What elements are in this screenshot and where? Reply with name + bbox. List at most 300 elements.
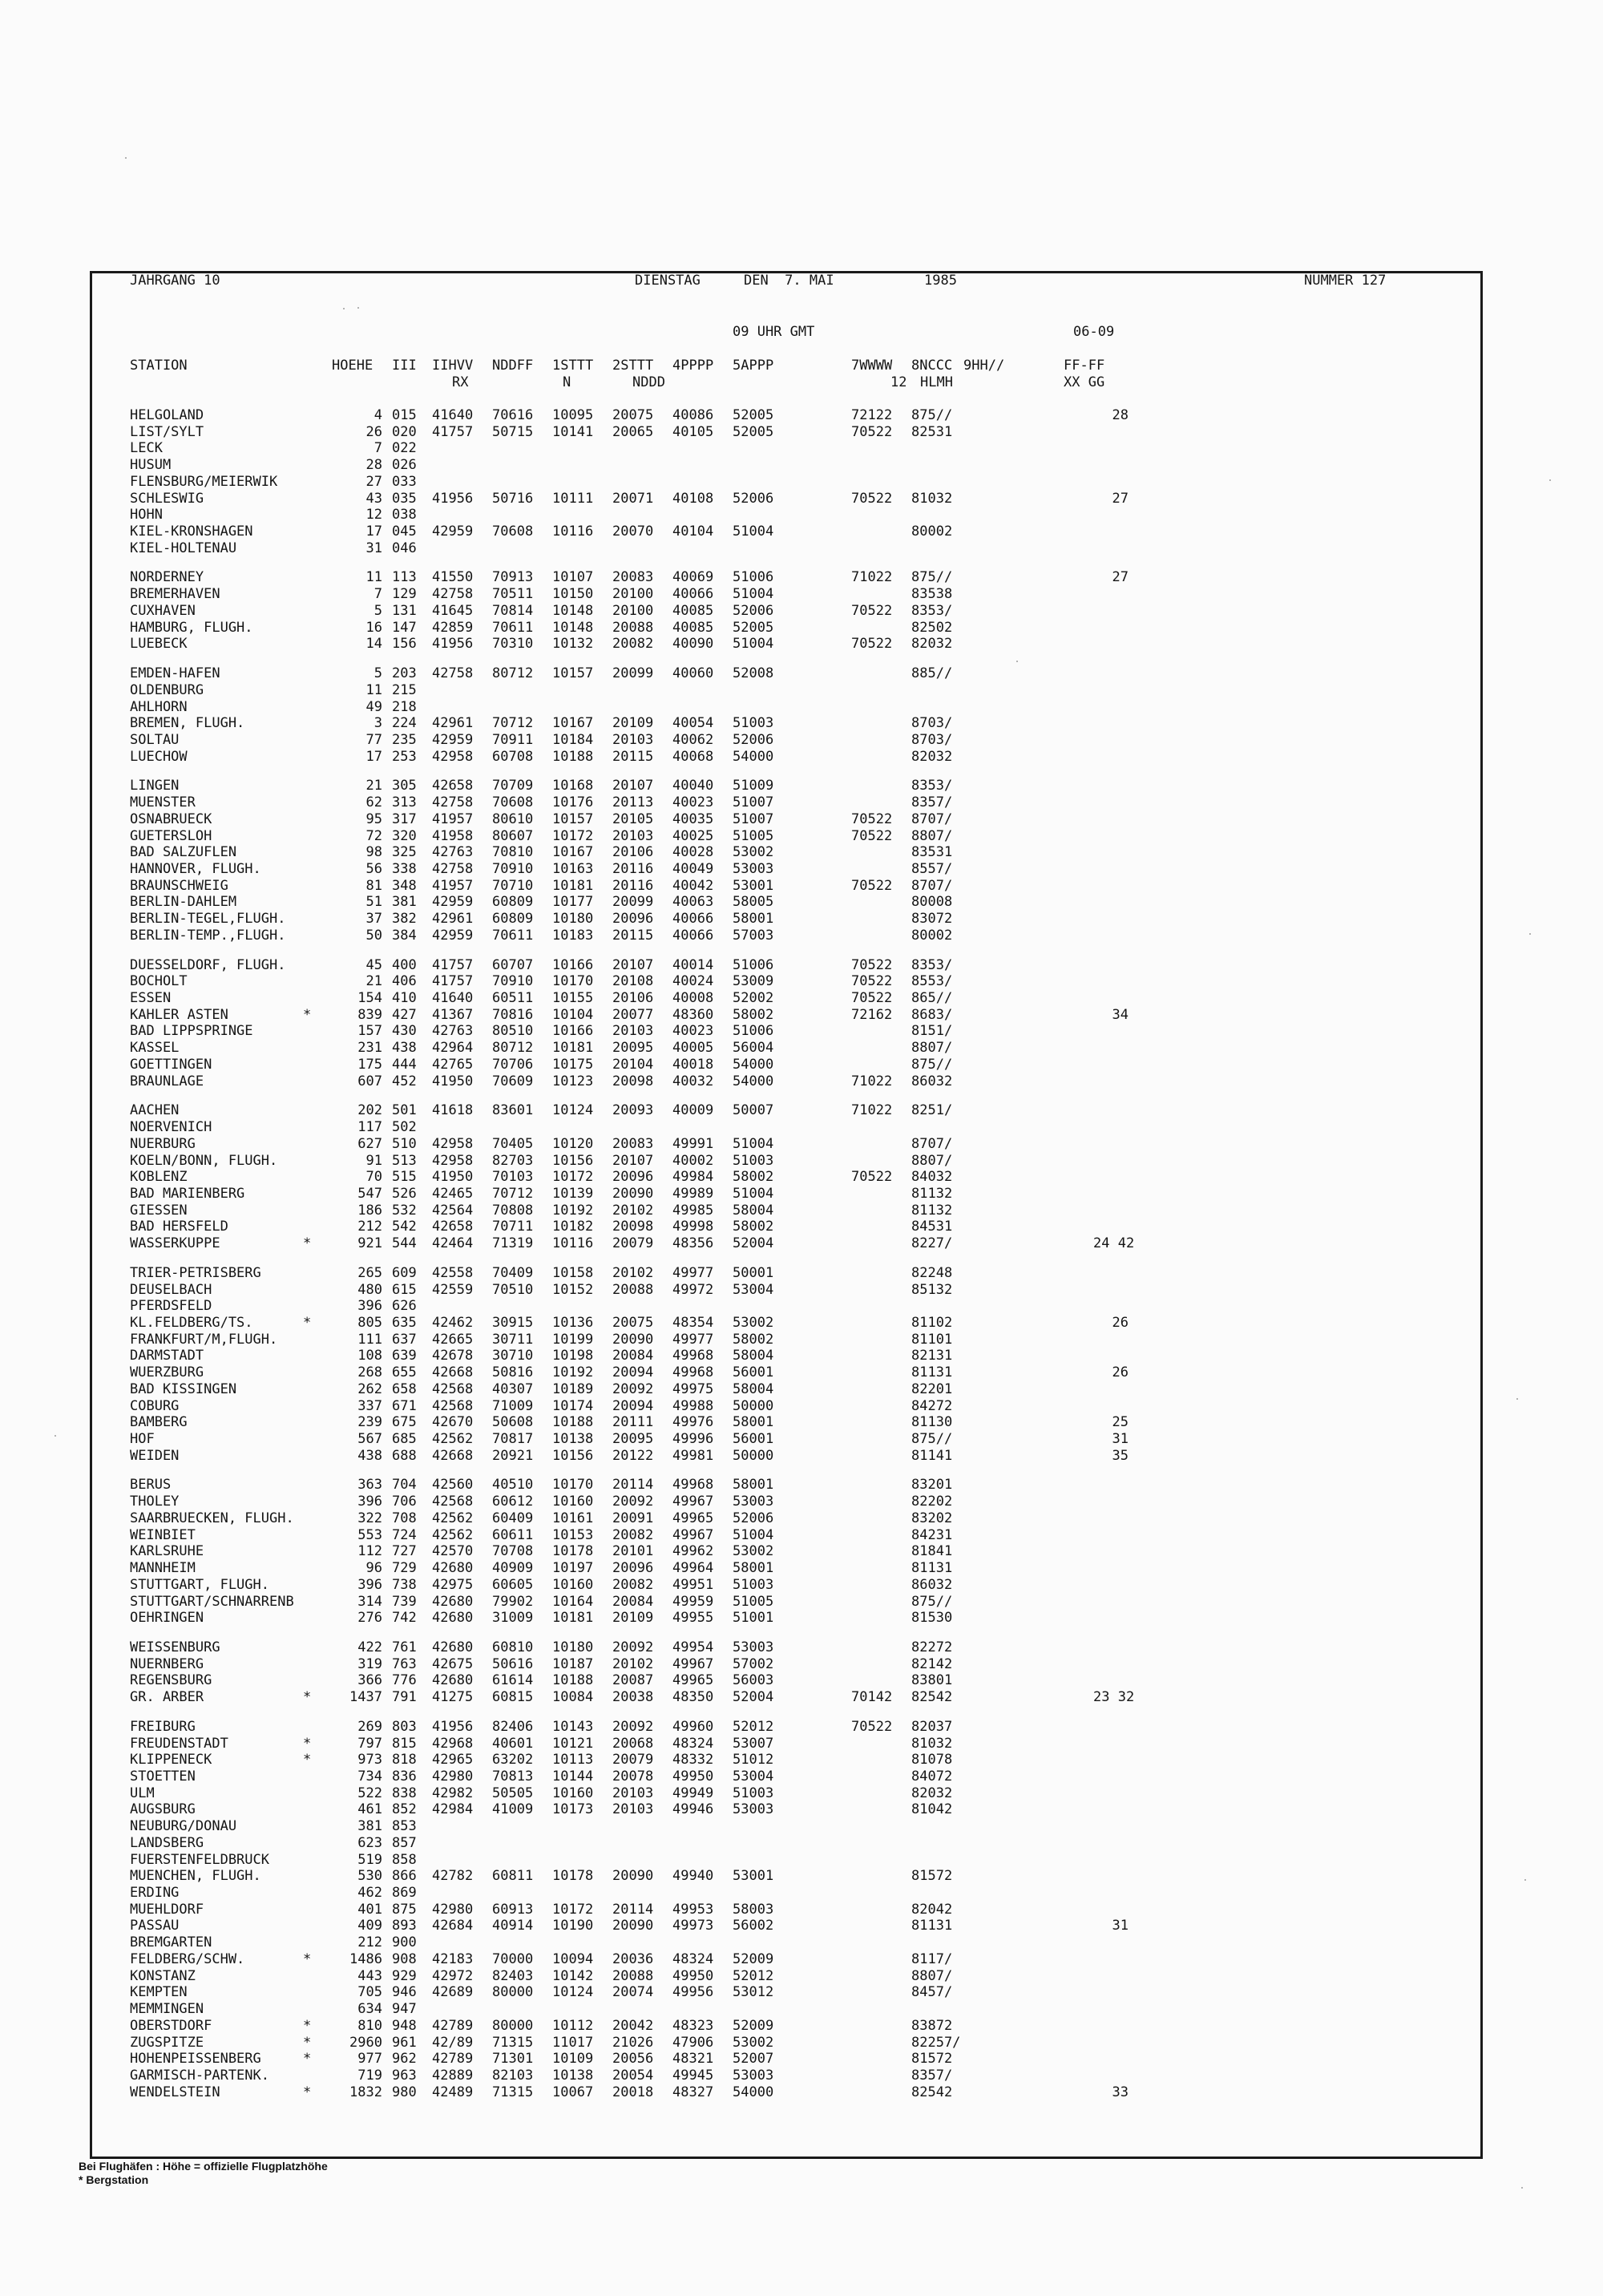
- group-8nccc: 81042: [911, 1801, 953, 1817]
- station-name: BERLIN-DAHLEM: [130, 894, 237, 910]
- group-4pppp: 40066: [672, 586, 714, 602]
- group-2sttt: 20094: [612, 1398, 654, 1414]
- group-ihvv: 42964: [432, 1040, 474, 1056]
- group-5appp: 53003: [733, 1801, 774, 1817]
- col-1sttt: 1STTT: [552, 358, 594, 374]
- group-ihvv: 41957: [432, 811, 474, 827]
- table-row: [0, 1040, 1603, 1056]
- col-1sttt-sub: N: [563, 374, 571, 390]
- group-5appp: 54000: [733, 2084, 774, 2100]
- group-ihvv: 41618: [432, 1102, 474, 1118]
- group-5appp: 56001: [733, 1431, 774, 1447]
- station-height: 607: [357, 1073, 382, 1089]
- group-8nccc: 875//: [911, 407, 953, 423]
- station-id: 637: [392, 1332, 417, 1348]
- station-id: 729: [392, 1560, 417, 1576]
- group-8nccc: 8357/: [911, 794, 953, 810]
- group-5appp: 58002: [733, 1332, 774, 1348]
- group-ihvv: 42680: [432, 1594, 474, 1610]
- group-1sttt: 10163: [552, 861, 594, 877]
- group-5appp: 51005: [733, 1594, 774, 1610]
- group-8nccc: 86032: [911, 1577, 953, 1593]
- station-height: 522: [357, 1785, 382, 1801]
- group-2sttt: 20094: [612, 1364, 654, 1380]
- group-8nccc: 82037: [911, 1719, 953, 1735]
- table-row: [0, 1689, 1603, 1705]
- station-id: 156: [392, 636, 417, 652]
- station-name: HANNOVER, FLUGH.: [130, 861, 261, 877]
- station-height: 443: [357, 1968, 382, 1984]
- group-2sttt: 20054: [612, 2068, 654, 2084]
- group-7wwww: 70522: [851, 957, 893, 973]
- station-id: 022: [392, 440, 417, 456]
- group-1sttt: 10170: [552, 973, 594, 989]
- station-id: 626: [392, 1298, 417, 1314]
- group-nddff: 60605: [492, 1577, 534, 1593]
- group-nddff: 70608: [492, 794, 534, 810]
- table-row: [0, 1364, 1603, 1380]
- group-nddff: 82406: [492, 1719, 534, 1735]
- group-nddff: 70712: [492, 715, 534, 731]
- group-5appp: 52012: [733, 1968, 774, 1984]
- station-height: 77: [365, 732, 382, 748]
- group-nddff: 80000: [492, 2018, 534, 2034]
- group-4pppp: 40063: [672, 894, 714, 910]
- station-name: AUGSBURG: [130, 1801, 196, 1817]
- station-name: OEHRINGEN: [130, 1610, 204, 1626]
- table-row: [0, 778, 1603, 794]
- group-8nccc: 8807/: [911, 1153, 953, 1169]
- group-4pppp: 40032: [672, 1073, 714, 1089]
- station-height: 16: [365, 620, 382, 636]
- group-5appp: 53002: [733, 2035, 774, 2051]
- group-1sttt: 10120: [552, 1136, 594, 1152]
- observation-time: 09 UHR GMT: [733, 324, 815, 340]
- col-ihvv-sub: RX: [452, 374, 469, 390]
- group-ihvv: 42984: [432, 1801, 474, 1817]
- group-ihvv: 42562: [432, 1510, 474, 1526]
- group-nddff: 60612: [492, 1494, 534, 1510]
- group-nddff: 80000: [492, 1984, 534, 2000]
- table-row: [0, 1414, 1603, 1430]
- station-height: 239: [357, 1414, 382, 1430]
- station-id: 742: [392, 1610, 417, 1626]
- group-nddff: 80712: [492, 665, 534, 681]
- group-1sttt: 10121: [552, 1736, 594, 1752]
- group-1sttt: 10143: [552, 1719, 594, 1735]
- group-4pppp: 49962: [672, 1543, 714, 1559]
- group-ihvv: 42678: [432, 1348, 474, 1364]
- station-id: 253: [392, 749, 417, 765]
- station-name: HOHN: [130, 507, 163, 523]
- mountain-station-marker: *: [303, 1007, 312, 1023]
- group-5appp: 53004: [733, 1282, 774, 1298]
- station-height: 322: [357, 1510, 382, 1526]
- group-ihvv: 42959: [432, 928, 474, 944]
- group-2sttt: 20079: [612, 1752, 654, 1768]
- group-7wwww: 70522: [851, 603, 893, 619]
- station-height: 17: [365, 523, 382, 540]
- group-4pppp: 49967: [672, 1656, 714, 1672]
- table-row: [0, 1315, 1603, 1331]
- group-1sttt: 10166: [552, 957, 594, 973]
- group-4pppp: 49998: [672, 1219, 714, 1235]
- station-height: 1832: [349, 2084, 382, 2100]
- table-row: [0, 1594, 1603, 1610]
- group-7wwww: 70522: [851, 491, 893, 507]
- station-id: 033: [392, 474, 417, 490]
- station-height: 154: [357, 990, 382, 1006]
- station-name: BRAUNSCHWEIG: [130, 878, 228, 894]
- station-height: 28: [365, 457, 382, 473]
- station-id: 857: [392, 1835, 417, 1851]
- group-8nccc: 84072: [911, 1768, 953, 1785]
- group-2sttt: 20071: [612, 491, 654, 507]
- group-5appp: 56002: [733, 1918, 774, 1934]
- scan-speck: [1516, 1398, 1518, 1400]
- table-row: [0, 457, 1603, 473]
- col-ihvv: IIHVV: [432, 358, 474, 374]
- group-5appp: 53003: [733, 1639, 774, 1655]
- group-1sttt: 10172: [552, 1902, 594, 1918]
- group-4pppp: 49949: [672, 1785, 714, 1801]
- group-4pppp: 49959: [672, 1594, 714, 1610]
- station-height: 547: [357, 1186, 382, 1202]
- group-1sttt: 10197: [552, 1560, 594, 1576]
- group-nddff: 70609: [492, 1073, 534, 1089]
- station-name: LUEBECK: [130, 636, 188, 652]
- table-row: [0, 491, 1603, 507]
- group-5appp: 53004: [733, 1768, 774, 1785]
- group-1sttt: 10144: [552, 1768, 594, 1785]
- group-8nccc: 8457/: [911, 1984, 953, 2000]
- group-1sttt: 10132: [552, 636, 594, 652]
- table-row: [0, 1203, 1603, 1219]
- group-2sttt: 20075: [612, 407, 654, 423]
- station-id: 655: [392, 1364, 417, 1380]
- station-id: 853: [392, 1818, 417, 1834]
- group-8nccc: 82272: [911, 1639, 953, 1655]
- group-ihvv: 42564: [432, 1203, 474, 1219]
- table-row: [0, 474, 1603, 490]
- group-1sttt: 10178: [552, 1868, 594, 1884]
- table-row: [0, 1136, 1603, 1152]
- station-id: 635: [392, 1315, 417, 1331]
- group-2sttt: 20102: [612, 1265, 654, 1281]
- table-row: [0, 2068, 1603, 2084]
- group-nddff: 70910: [492, 861, 534, 877]
- station-id: 739: [392, 1594, 417, 1610]
- group-nddff: 71301: [492, 2051, 534, 2067]
- group-ihvv: 41757: [432, 424, 474, 440]
- station-name: MUENCHEN, FLUGH.: [130, 1868, 261, 1884]
- station-id: 313: [392, 794, 417, 810]
- group-nddff: 70510: [492, 1282, 534, 1298]
- group-1sttt: 10180: [552, 911, 594, 927]
- group-1sttt: 10113: [552, 1752, 594, 1768]
- group-7wwww: 70142: [851, 1689, 893, 1705]
- group-1sttt: 10116: [552, 523, 594, 540]
- station-id: 452: [392, 1073, 417, 1089]
- group-ihvv: 42961: [432, 911, 474, 927]
- group-ihvv: 42668: [432, 1448, 474, 1464]
- table-row: [0, 1057, 1603, 1073]
- station-id: 869: [392, 1885, 417, 1901]
- table-row: [0, 844, 1603, 860]
- station-height: 314: [357, 1594, 382, 1610]
- station-name: BREMGARTEN: [130, 1934, 212, 1950]
- station-name: BAD LIPPSPRINGE: [130, 1023, 253, 1039]
- group-8nccc: 83538: [911, 586, 953, 602]
- group-ihvv: 42658: [432, 1219, 474, 1235]
- group-2sttt: 20083: [612, 1136, 654, 1152]
- group-5appp: 57002: [733, 1656, 774, 1672]
- group-nddff: 70709: [492, 778, 534, 794]
- group-8nccc: 865//: [911, 990, 953, 1006]
- group-2sttt: 20116: [612, 861, 654, 877]
- group-nddff: 60809: [492, 911, 534, 927]
- group-ihvv: 42758: [432, 665, 474, 681]
- group-nddff: 70813: [492, 1768, 534, 1785]
- group-2sttt: 20065: [612, 424, 654, 440]
- group-nddff: 70405: [492, 1136, 534, 1152]
- table-row: [0, 620, 1603, 636]
- group-2sttt: 20114: [612, 1902, 654, 1918]
- station-name: KAHLER ASTEN: [130, 1007, 228, 1023]
- table-row: [0, 636, 1603, 652]
- group-nddff: 70511: [492, 586, 534, 602]
- station-height: 381: [357, 1818, 382, 1834]
- group-5appp: 58004: [733, 1203, 774, 1219]
- station-height: 49: [365, 699, 382, 715]
- station-id: 444: [392, 1057, 417, 1073]
- station-id: 815: [392, 1736, 417, 1752]
- group-ff: 31: [1112, 1431, 1129, 1447]
- group-1sttt: 10164: [552, 1594, 594, 1610]
- station-height: 977: [357, 2051, 382, 2067]
- group-2sttt: 20109: [612, 1610, 654, 1626]
- group-nddff: 50608: [492, 1414, 534, 1430]
- group-7wwww: 70522: [851, 990, 893, 1006]
- group-nddff: 20921: [492, 1448, 534, 1464]
- group-4pppp: 49955: [672, 1610, 714, 1626]
- station-name: FRANKFURT/M,FLUGH.: [130, 1332, 278, 1348]
- group-5appp: 52002: [733, 990, 774, 1006]
- station-id: 685: [392, 1431, 417, 1447]
- table-row: [0, 1448, 1603, 1464]
- group-4pppp: 48356: [672, 1235, 714, 1251]
- station-height: 45: [365, 957, 382, 973]
- group-8nccc: 82531: [911, 424, 953, 440]
- group-nddff: 60409: [492, 1510, 534, 1526]
- station-id: 776: [392, 1672, 417, 1688]
- table-row: [0, 1639, 1603, 1655]
- station-name: KL.FELDBERG/TS.: [130, 1315, 253, 1331]
- group-2sttt: 20084: [612, 1348, 654, 1364]
- group-7wwww: 70522: [851, 828, 893, 844]
- scan-speck: [1016, 661, 1018, 662]
- station-height: 21: [365, 778, 382, 794]
- group-2sttt: 20092: [612, 1639, 654, 1655]
- group-ihvv: 41956: [432, 491, 474, 507]
- mountain-station-marker: *: [303, 1689, 312, 1705]
- mountain-station-marker: *: [303, 1951, 312, 1967]
- group-ihvv: 41757: [432, 973, 474, 989]
- group-2sttt: 20082: [612, 1577, 654, 1593]
- group-nddff: 82403: [492, 1968, 534, 1984]
- table-row: [0, 1494, 1603, 1510]
- group-ihvv: 42959: [432, 732, 474, 748]
- table-row: [0, 1431, 1603, 1447]
- station-name: FREUDENSTADT: [130, 1736, 228, 1752]
- group-5appp: 51006: [733, 957, 774, 973]
- station-id: 046: [392, 540, 417, 556]
- group-8nccc: 82542: [911, 1689, 953, 1705]
- group-8nccc: 82502: [911, 620, 953, 636]
- col-8nccc: 8NCCC: [911, 358, 953, 374]
- group-ff: 27: [1112, 569, 1129, 585]
- group-5appp: 51005: [733, 828, 774, 844]
- station-name: MUEHLDORF: [130, 1902, 204, 1918]
- station-id: 532: [392, 1203, 417, 1219]
- group-8nccc: 83872: [911, 2018, 953, 2034]
- mountain-station-marker: *: [303, 2051, 312, 2067]
- group-nddff: 79902: [492, 1594, 534, 1610]
- station-height: 4: [373, 407, 382, 423]
- station-height: 31: [365, 540, 382, 556]
- group-8nccc: 82142: [911, 1656, 953, 1672]
- group-ihvv: 42680: [432, 1639, 474, 1655]
- station-name: KASSEL: [130, 1040, 180, 1056]
- station-name: BERLIN-TEMP.,FLUGH.: [130, 928, 286, 944]
- station-name: HUSUM: [130, 457, 172, 473]
- group-nddff: 70706: [492, 1057, 534, 1073]
- station-id: 704: [392, 1477, 417, 1493]
- station-name: STUTTGART/SCHNARRENB: [130, 1594, 294, 1610]
- group-5appp: 54000: [733, 1073, 774, 1089]
- table-row: [0, 1672, 1603, 1688]
- station-height: 396: [357, 1298, 382, 1314]
- group-ff: 26: [1112, 1364, 1129, 1380]
- station-height: 719: [357, 2068, 382, 2084]
- station-name: BAMBERG: [130, 1414, 188, 1430]
- group-2sttt: 20036: [612, 1951, 654, 1967]
- group-2sttt: 20095: [612, 1040, 654, 1056]
- table-row: [0, 1868, 1603, 1884]
- group-5appp: 53003: [733, 1494, 774, 1510]
- group-1sttt: 10180: [552, 1639, 594, 1655]
- station-name: BRAUNLAGE: [130, 1073, 204, 1089]
- group-5appp: 50001: [733, 1265, 774, 1281]
- group-2sttt: 20075: [612, 1315, 654, 1331]
- group-nddff: 70611: [492, 928, 534, 944]
- group-ihvv: 42558: [432, 1265, 474, 1281]
- group-5appp: 58004: [733, 1348, 774, 1364]
- group-ihvv: 41550: [432, 569, 474, 585]
- station-height: 7: [373, 586, 382, 602]
- station-height: 26: [365, 424, 382, 440]
- group-1sttt: 10182: [552, 1219, 594, 1235]
- station-height: 11: [365, 569, 382, 585]
- group-nddff: 80712: [492, 1040, 534, 1056]
- table-row: [0, 928, 1603, 944]
- group-2sttt: 20100: [612, 586, 654, 602]
- table-row: [0, 957, 1603, 973]
- station-height: 810: [357, 2018, 382, 2034]
- station-id: 406: [392, 973, 417, 989]
- group-ihvv: 42675: [432, 1656, 474, 1672]
- table-row: [0, 1818, 1603, 1834]
- group-7wwww: 72162: [851, 1007, 893, 1023]
- group-4pppp: 40066: [672, 928, 714, 944]
- group-2sttt: 20093: [612, 1102, 654, 1118]
- group-2sttt: 20122: [612, 1448, 654, 1464]
- table-row: [0, 1560, 1603, 1576]
- group-1sttt: 10150: [552, 586, 594, 602]
- group-nddff: 70711: [492, 1219, 534, 1235]
- group-ihvv: 42465: [432, 1186, 474, 1202]
- group-ff: 35: [1112, 1448, 1129, 1464]
- group-2sttt: 20101: [612, 1543, 654, 1559]
- group-2sttt: 20083: [612, 569, 654, 585]
- group-2sttt: 20115: [612, 928, 654, 944]
- station-id: 515: [392, 1169, 417, 1185]
- group-2sttt: 20090: [612, 1918, 654, 1934]
- group-1sttt: 10187: [552, 1656, 594, 1672]
- group-8nccc: 81841: [911, 1543, 953, 1559]
- group-4pppp: 48360: [672, 1007, 714, 1023]
- group-2sttt: 20090: [612, 1868, 654, 1884]
- group-nddff: 60707: [492, 957, 534, 973]
- group-ihvv: 42668: [432, 1364, 474, 1380]
- group-1sttt: 10178: [552, 1543, 594, 1559]
- station-height: 567: [357, 1431, 382, 1447]
- group-ihvv: 41958: [432, 828, 474, 844]
- station-height: 530: [357, 1868, 382, 1884]
- group-5appp: 58005: [733, 894, 774, 910]
- table-row: [0, 1610, 1603, 1626]
- group-5appp: 53001: [733, 1868, 774, 1884]
- group-4pppp: 40054: [672, 715, 714, 731]
- group-5appp: 52009: [733, 1951, 774, 1967]
- group-5appp: 53002: [733, 844, 774, 860]
- group-1sttt: 10188: [552, 749, 594, 765]
- group-1sttt: 10172: [552, 828, 594, 844]
- station-height: 438: [357, 1448, 382, 1464]
- group-1sttt: 10199: [552, 1332, 594, 1348]
- station-name: HAMBURG, FLUGH.: [130, 620, 253, 636]
- group-ihvv: 42965: [432, 1752, 474, 1768]
- station-name: BAD MARIENBERG: [130, 1186, 245, 1202]
- station-id: 382: [392, 911, 417, 927]
- group-7wwww: 70522: [851, 1169, 893, 1185]
- group-8nccc: 8707/: [911, 811, 953, 827]
- date: DEN 7. MAI: [744, 273, 834, 289]
- station-id: 224: [392, 715, 417, 731]
- group-5appp: 51004: [733, 1527, 774, 1543]
- station-height: 7: [373, 440, 382, 456]
- group-5appp: 51012: [733, 1752, 774, 1768]
- table-row: [0, 861, 1603, 877]
- group-4pppp: 40035: [672, 811, 714, 827]
- station-height: 337: [357, 1398, 382, 1414]
- group-4pppp: 40105: [672, 424, 714, 440]
- table-row: [0, 1968, 1603, 1984]
- table-row: [0, 1656, 1603, 1672]
- station-id: 946: [392, 1984, 417, 2000]
- group-2sttt: 20099: [612, 665, 654, 681]
- station-id: 962: [392, 2051, 417, 2067]
